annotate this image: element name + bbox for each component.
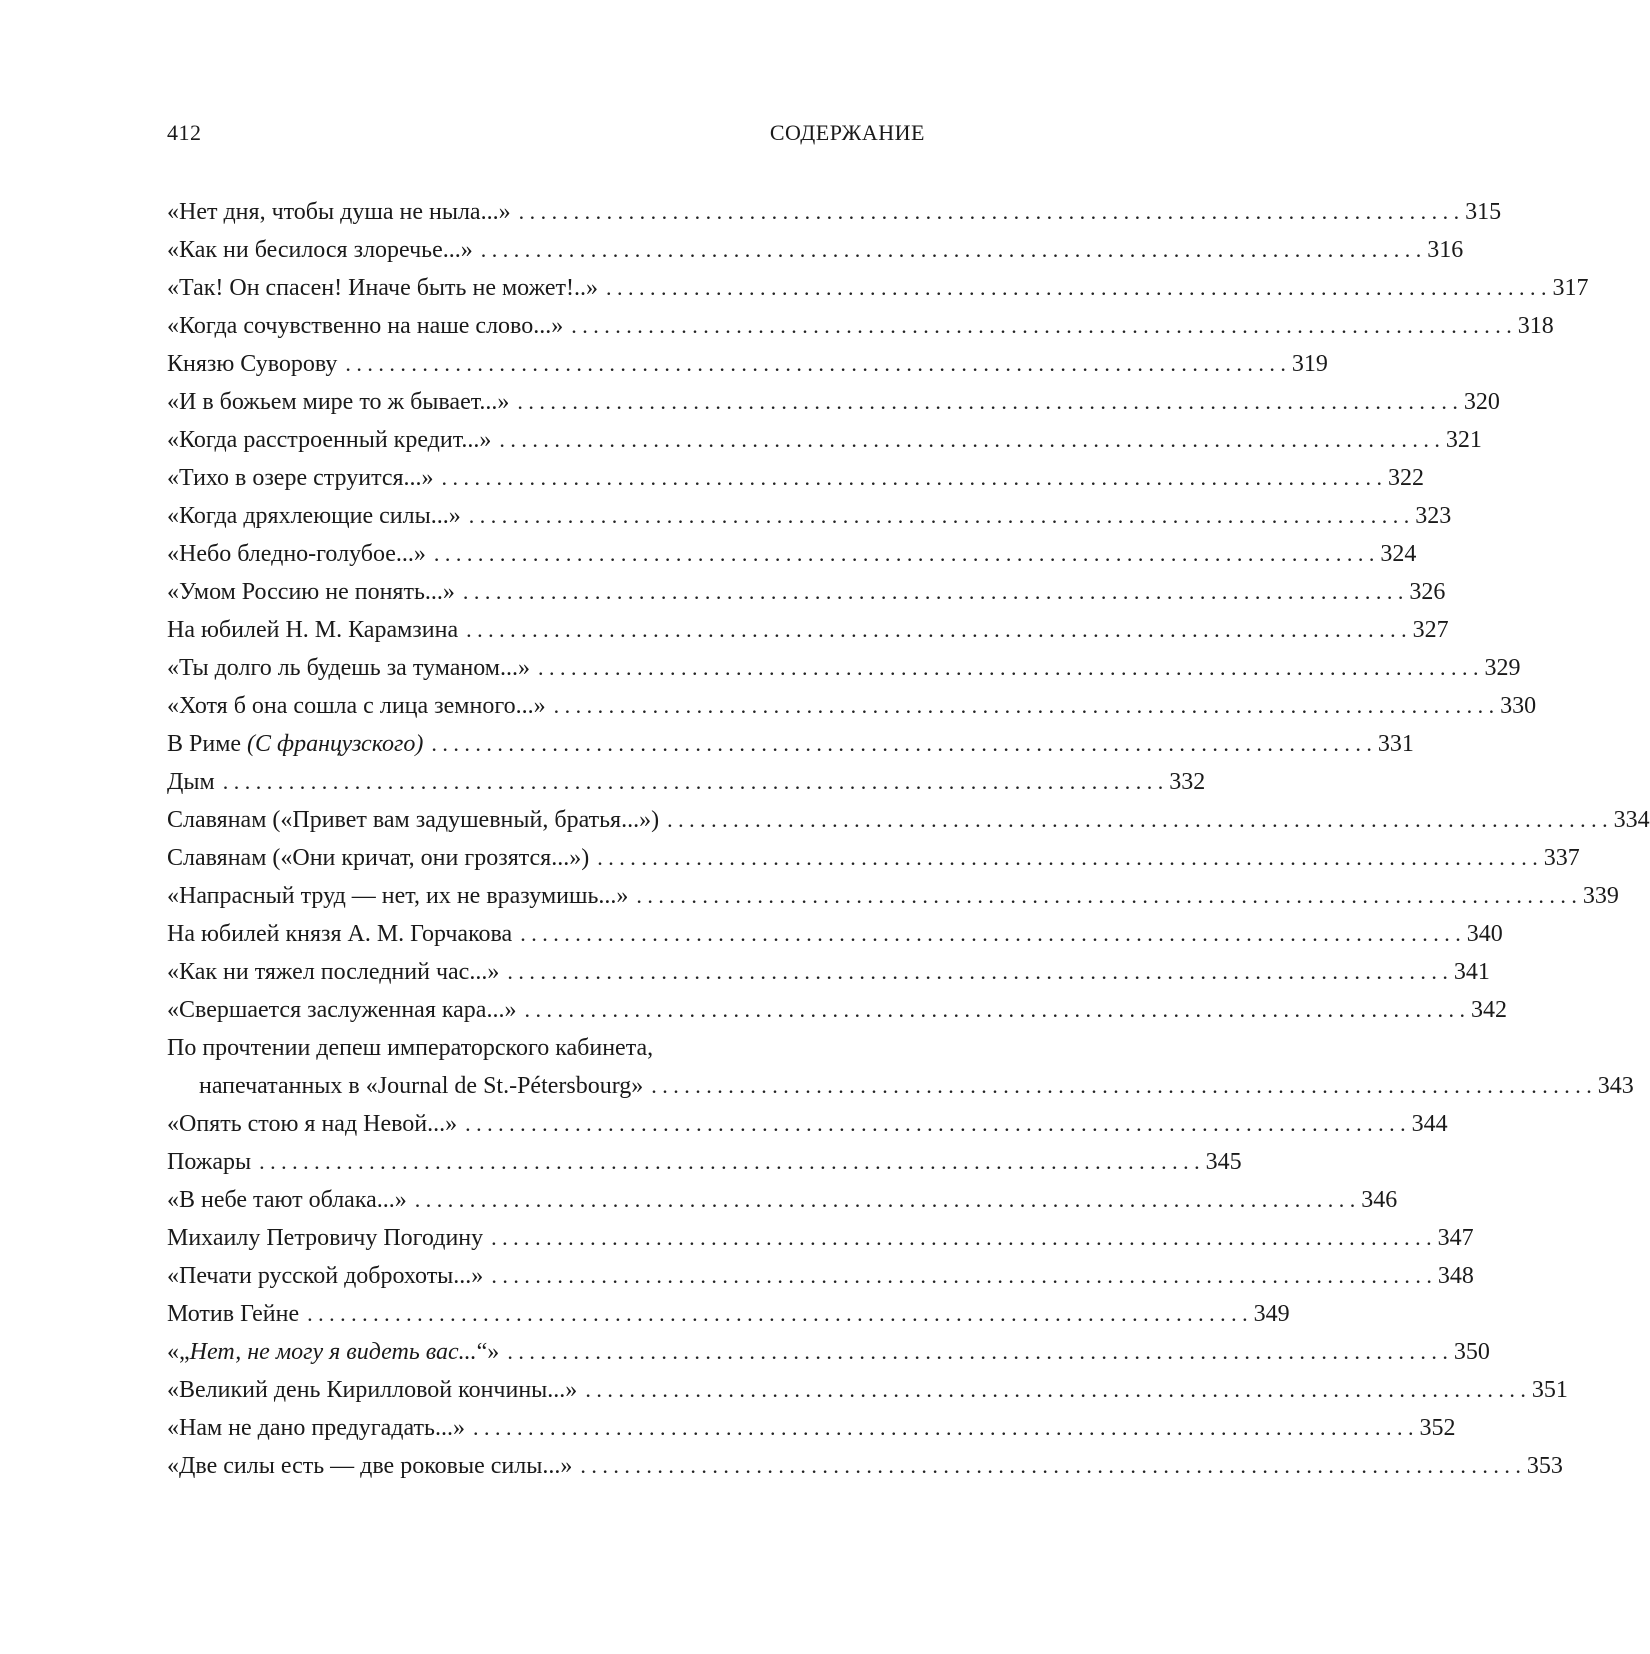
toc-entry [167,649,1521,687]
toc-entry-title: «Умом Россию не понять...» [167,579,455,605]
toc-entry [167,687,1537,725]
toc-entry [167,1219,1474,1257]
dot-leader [415,1181,1356,1219]
toc-entry-page: 331 [1377,731,1414,757]
toc-entry-title [167,725,423,763]
dot-leader [491,1257,1432,1295]
toc-entry-page: 322 [1388,465,1425,491]
toc-entry-title: «Свершается заслуженная кара...» [167,997,517,1023]
toc-entry [167,1371,1568,1409]
toc-entry-title: «Опять стою я над Невой...» [167,1111,458,1137]
toc-entry-page: 316 [1427,237,1464,263]
toc-entry-title: «Как ни бесилося злоречье...» [167,237,473,263]
toc-entry [167,1257,1474,1295]
dot-leader [520,915,1461,953]
toc-entry [167,269,1589,307]
toc-entry [167,1333,1490,1371]
toc-entry-title: Мотив Гейне [167,1301,300,1327]
section-title: СОДЕРЖАНИЕ [769,120,925,145]
toc-entry-multiline [167,1029,1634,1105]
toc-entry-page: 344 [1411,1111,1448,1137]
toc-entry-page: 346 [1361,1187,1398,1213]
toc-entry-page: 343 [1597,1073,1634,1099]
toc-entry-title: На юбилей Н. М. Карамзина [167,617,459,643]
dot-leader [651,1067,1592,1105]
toc-entry-title: Князю Суворову [167,351,338,377]
dot-leader [434,535,1375,573]
dot-leader [524,991,1465,1029]
toc-entry [167,801,1650,839]
toc-entry-title-line1: По прочтении депеш императорского кабинета, [167,1035,654,1061]
dot-leader [636,877,1577,915]
dot-leader [507,1333,1448,1371]
toc-entry [167,535,1417,573]
toc-entry [167,877,1619,915]
toc-entry-title: «Печати русской доброхоты...» [167,1263,484,1289]
dot-leader [580,1447,1521,1485]
toc-entry [167,1447,1563,1485]
dot-leader [538,649,1479,687]
toc-entry [167,383,1500,421]
toc-entry [167,839,1580,877]
dot-leader [465,1105,1406,1143]
toc-entry-title-line2: напечатанных в «Journal de St.-Pétersbourg» [199,1073,644,1099]
dot-leader [491,1219,1432,1257]
running-head [167,120,925,146]
toc-entry-title: «Когда сочувственно на наше слово...» [167,313,564,339]
toc-entry-title-suffix: “» [476,1339,500,1365]
dot-leader [554,687,1495,725]
table-of-contents [167,193,1650,1485]
dot-leader [466,611,1407,649]
dot-leader [571,307,1512,345]
toc-entry [167,1409,1456,1447]
toc-entry-title-main: В Риме [167,731,248,757]
toc-entry-page: 319 [1291,351,1328,377]
toc-entry-page: 324 [1380,541,1417,567]
dot-leader [499,421,1440,459]
dot-leader [259,1143,1200,1181]
toc-entry-page: 339 [1582,883,1619,909]
dot-leader [431,725,1372,763]
toc-entry-page: 315 [1465,199,1502,225]
toc-entry-page: 348 [1437,1263,1474,1289]
toc-entry-title [167,1333,499,1371]
dot-leader [606,269,1547,307]
toc-entry [167,307,1554,345]
toc-entry-page: 320 [1463,389,1500,415]
toc-entry-title: «В небе тают облака...» [167,1187,407,1213]
dot-leader [517,383,1458,421]
toc-entry-title: Славянам («Они кричат, они грозятся...») [167,845,590,871]
toc-entry-title: «Напрасный труд — нет, их не вразумишь...» [167,883,629,909]
toc-entry [167,1143,1242,1181]
toc-entry-page: 341 [1453,959,1490,985]
toc-entry-title: «Великий день Кирилловой кончины...» [167,1377,578,1403]
toc-entry [167,1295,1290,1333]
toc-entry-title: Пожары [167,1149,252,1175]
toc-entry-page: 347 [1437,1225,1474,1251]
toc-entry-page: 317 [1552,275,1589,301]
dot-leader [481,231,1422,269]
toc-entry [167,1181,1398,1219]
toc-entry-title-italic: (С французского) [247,731,424,757]
toc-entry-title: «Небо бледно-голубое...» [167,541,426,567]
page-number: 412 [167,120,202,145]
toc-entry-page: 326 [1409,579,1446,605]
toc-entry [167,725,1414,763]
dot-leader [469,497,1410,535]
toc-entry-title: «Когда дряхлеющие силы...» [167,503,461,529]
dot-leader [585,1371,1526,1409]
dot-leader [442,459,1383,497]
toc-entry-page: 342 [1470,997,1507,1023]
toc-entry-title: «Когда расстроенный кредит...» [167,427,492,453]
toc-entry-page: 330 [1500,693,1537,719]
toc-entry [167,193,1502,231]
toc-entry-page: 349 [1253,1301,1290,1327]
toc-entry-title: «Две силы есть — две роковые силы...» [167,1453,573,1479]
toc-entry-page: 323 [1415,503,1452,529]
toc-entry [167,459,1425,497]
dot-leader [667,801,1608,839]
toc-entry-page: 332 [1169,769,1206,795]
toc-entry-page: 337 [1543,845,1580,871]
toc-entry-title: На юбилей князя А. М. Горчакова [167,921,513,947]
toc-entry-page: 345 [1205,1149,1242,1175]
toc-entry-page: 334 [1613,807,1650,833]
toc-entry [167,345,1328,383]
toc-entry-page: 329 [1484,655,1521,681]
toc-entry-page: 350 [1453,1339,1490,1365]
toc-entry-page: 340 [1466,921,1503,947]
toc-entry [167,497,1452,535]
toc-entry-page: 351 [1531,1377,1568,1403]
dot-leader [597,839,1538,877]
toc-entry-title: «Хотя б она сошла с лица земного...» [167,693,546,719]
dot-leader [345,345,1286,383]
toc-entry [167,1105,1448,1143]
toc-entry-title: «Как ни тяжел последний час...» [167,959,500,985]
toc-entry [167,573,1446,611]
toc-entry-page: 352 [1419,1415,1456,1441]
toc-entry [167,763,1206,801]
toc-entry-title: «И в божьем мире то ж бывает...» [167,389,510,415]
toc-entry-title-italic: Нет, не могу я видеть вас... [189,1339,477,1365]
toc-entry-title-prefix: «„ [167,1339,190,1365]
toc-entry-title: «Нам не дано предугадать...» [167,1415,465,1441]
dot-leader [519,193,1460,231]
toc-entry-title: «Ты долго ль будешь за туманом...» [167,655,530,681]
toc-entry-page: 321 [1445,427,1482,453]
toc-entry-title: «Так! Он спасен! Иначе быть не может!..» [167,275,598,301]
toc-entry-title-line2-row [167,1067,1634,1105]
toc-entry-title: «Тихо в озере струится...» [167,465,434,491]
dot-leader [223,763,1164,801]
toc-entry-title: «Нет дня, чтобы душа не ныла...» [167,199,511,225]
dot-leader [307,1295,1248,1333]
toc-entry [167,953,1490,991]
toc-entry-title: Михаилу Петровичу Погодину [167,1225,484,1251]
toc-entry [167,915,1503,953]
dot-leader [507,953,1448,991]
toc-entry-page: 327 [1412,617,1449,643]
toc-entry [167,421,1482,459]
toc-entry [167,231,1464,269]
toc-entry [167,991,1507,1029]
toc-entry-title: Дым [167,769,215,795]
toc-entry-title: Славянам («Привет вам задушевный, братья...») [167,807,660,833]
toc-entry [167,611,1449,649]
toc-entry-page: 353 [1526,1453,1563,1479]
dot-leader [473,1409,1414,1447]
toc-entry-page: 318 [1517,313,1554,339]
dot-leader [463,573,1404,611]
